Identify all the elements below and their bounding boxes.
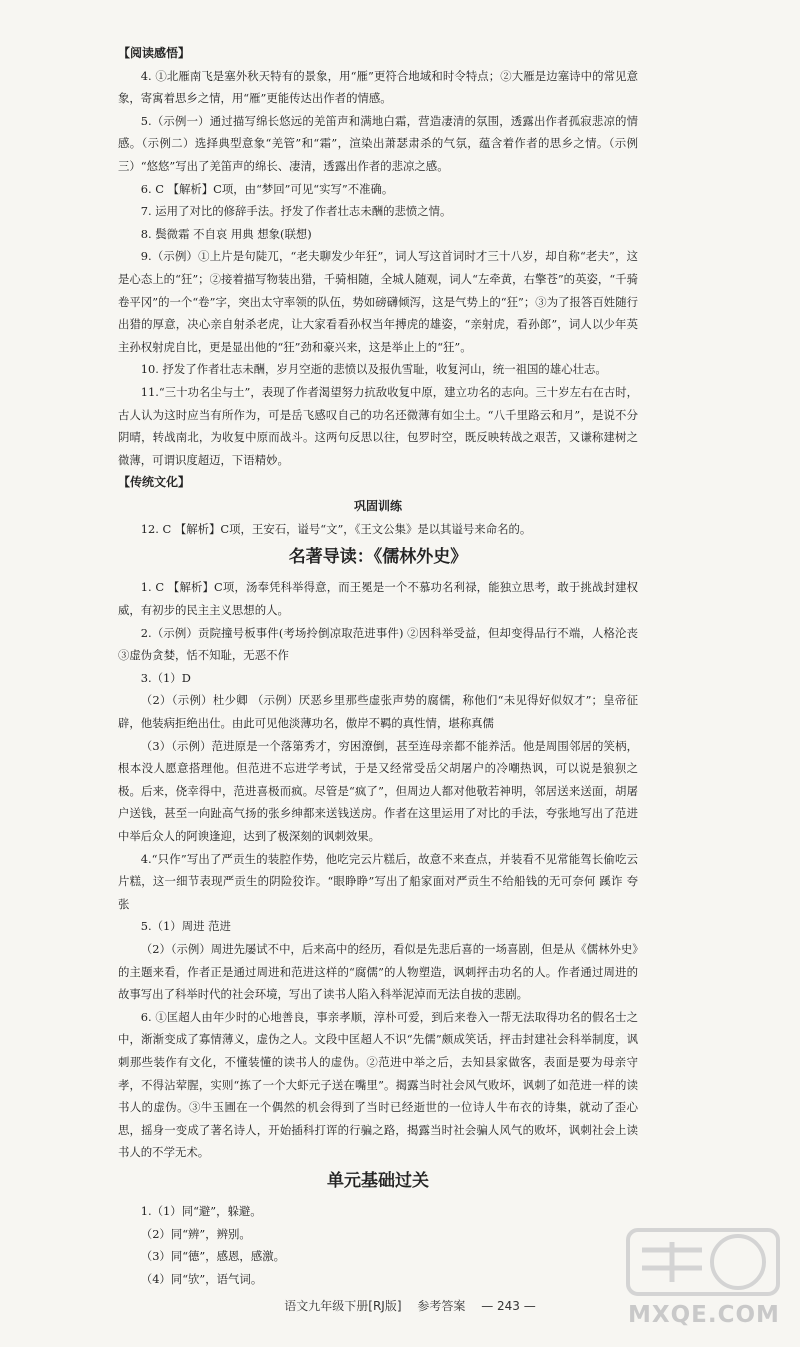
rulin-answer-4: 4.“只作”写出了严贡生的装腔作势，他吃完云片糕后，故意不来查点，并装看不见常能驾长偷吃云片糕，这一细节表现严贡生的阴险狡诈。“眼睁睁”写出了船家面对严贡生不给船钱的无可奈何 蹊诈 夸张 [118, 851, 638, 911]
rulin-answer-2: 2.（示例）贡院撞号板事件(考场拎倒凉取范进事件) ②因科举受益，但却变得品行不端，人格沦丧 ③虚伪贪婪，恬不知耻，无恶不作 [118, 625, 638, 663]
answer-q5: 5.（示例一）通过描写绵长悠远的羌笛声和满地白霜，营造凄清的氛围，透露出作者孤寂悲凉的情感。（示例二）选择典型意象“羌管”和“霜”，渲染出萧瑟肃杀的气氛，蕴含着作者的思乡之情。（示例三）“悠悠”写出了羌笛声的绵长、凄清，透露出作者的悲凉之感。 [118, 113, 638, 173]
page-number: — 243 — [481, 1299, 536, 1313]
answer-q11: 11.“三十功名尘与土”，表现了作者渴望努力抗敌收复中原，建立功名的志向。三十岁左右在古时，古人认为这时应当有所作为，可是岳飞感叹自己的功名还微薄有如尘土。“八千里路云和月”，是说不分阴晴，转战南北，为收复中原而战斗。这两句反思以往，包罗时空，既反映转战之艰苦，又谦称建树之微薄，可谓识度超迈，下语精妙。 [118, 384, 638, 467]
answer-q9: 9.（示例）①上片是句陡兀，“老夫聊发少年狂”，词人写这首词时才三十八岁，却自称“老夫”，这是心态上的“狂”；②接着描写物装出猎，千骑相随，全城人随观，词人“左牵黄，右擎苍”的英姿，“千骑卷平冈”的一个“卷”字，突出太守率领的队伍，势如磅礴倾泻，这是气势上的“狂”；③为了报答百姓随行出猎的厚意，决心亲自射杀老虎，让大家看看孙权当年搏虎的雄姿，“亲射虎，看孙郎”，词人以少年英主孙权射虎自比，更是显出他的“狂”劲和豪兴来，这是举止上的“狂”。 [118, 249, 638, 354]
unit-answer-2: （2）同“辨”，辨别。 [140, 1226, 251, 1241]
unit-answer-3: （3）同“德”，感恩，感激。 [140, 1249, 285, 1264]
unit-answer-4: （4）同“欤”，语气词。 [140, 1271, 263, 1286]
rulin-answer-1: 1. C 【解析】C项，汤奉凭科举得意，而王冕是一个不慕功名利禄，能独立思考，敢于挑战封建权威，有初步的民主主义思想的人。 [118, 580, 638, 618]
reading-heading: 【阅读感悟】 [118, 46, 191, 60]
consolidate-heading: 巩固训练 [353, 498, 402, 513]
rulin-answer-5-1: 5.（1）周进 范进 [140, 919, 231, 934]
footer-label: 参考答案 [417, 1299, 466, 1313]
rulin-answer-5-2: （2）（示例）周进先屡试不中，后来高中的经历，看似是先悲后喜的一场喜剧，但是从《儒林外史》的主题来看，作者正是通过周进和范进这样的“腐儒”的人物塑造，讽刺抨击功名的人。作者通过周进的故事写出了科举时代的社会环境，写出了读书人陷入科举泥淖而无法自拔的悲剧。 [118, 941, 638, 1002]
answer-q10: 10. 抒发了作者壮志未酬，岁月空逝的悲愤以及报仇雪耻，收复河山，统一祖国的雄心壮志。 [140, 362, 607, 377]
rulin-answer-3-3: （3）（示例）范进原是一个落第秀才，穷困潦倒，甚至连母亲都不能养活。他是周围邻居的笑柄，根本没人愿意搭理他。但范进不忘进学考试，于是又经常受岳父胡屠户的冷嘲热讽，可以说是狼狈之极。后来，侥幸得中，范进喜极而疯。尽管是“疯了”，但周边人都对他敬若神明，邻居送来送面，胡屠户送钱，甚至一向趾高气扬的张乡绅都来送钱送房。作者在这里运用了对比的手法，夸张地写出了范进中举后众人的阿谀逢迎，达到了极深刻的讽刺效果。 [118, 738, 638, 843]
unit-answer-1: 1.（1）同“避”，躲避。 [140, 1203, 262, 1218]
footer-book-title: 语文九年级下册[RJ版] [284, 1299, 402, 1313]
page-footer [200, 1297, 620, 1314]
answer-q12: 12. C 【解析】C项，王安石，谥号“文”，《王文公集》是以其谥号来命名的。 [140, 521, 532, 536]
watermark-text: MXQE.COM [628, 1302, 780, 1328]
answer-q7: 7. 运用了对比的修辞手法。抒发了作者壮志未酬的悲愤之情。 [140, 204, 452, 219]
rulin-answer-6: 6. ①匡超人由年少时的心地善良，事亲孝顺，淳朴可爱，到后来卷入一帮无法取得功名的假名士之中，渐渐变成了寡情薄义，虚伪之人。文段中匡超人不识“先儒”颇成笑话，抨击封建社会科举制度，讽刺那些装作有文化，不懂装懂的读书人的虚伪。②范进中举之后，去知县家做客，表面是要为母亲守孝，不得沾荤腥，实则“拣了一个大虾元子送在嘴里”。揭露当时社会风气败坏，讽刺了如范进一样的读书人的虚伪。③牛玉圃在一个偶然的机会得到了当时已经逝世的一位诗人牛布衣的诗集，就动了歪心思，摇身一变成了著名诗人，开始插科打诨的行骗之路，揭露当时社会骗人风气的败坏，讽刺社会上读书人的不学无术。 [118, 1009, 638, 1160]
culture-heading: 【传统文化】 [118, 475, 191, 490]
unit-title: 单元基础过关 [327, 1170, 429, 1191]
answer-q4: 4. ①北雁南飞是塞外秋天特有的景象，用“雁”更符合地域和时令特点；②大雁是边塞诗中的常见意象，寄寓着思乡之情，用“雁”更能传达出作者的情感。 [118, 68, 638, 106]
rulin-answer-3-2: （2）（示例）杜少卿 （示例）厌恶乡里那些虚张声势的腐儒，称他们“未见得好似奴才”；皇帝征辟，他装病拒绝出仕。由此可见他淡薄功名，傲岸不羁的真性情，堪称真儒 [118, 693, 638, 731]
answer-q6: 6. C 【解析】C项，由“梦回”可见“实写”不准确。 [140, 181, 394, 196]
answer-q8: 8. 鬓微霜 不自哀 用典 想象(联想) [140, 226, 312, 241]
rulin-title: 名著导读：《儒林外史》 [288, 547, 468, 568]
answer-content [118, 42, 638, 1290]
rulin-answer-3-1: 3.（1）D [140, 670, 191, 685]
